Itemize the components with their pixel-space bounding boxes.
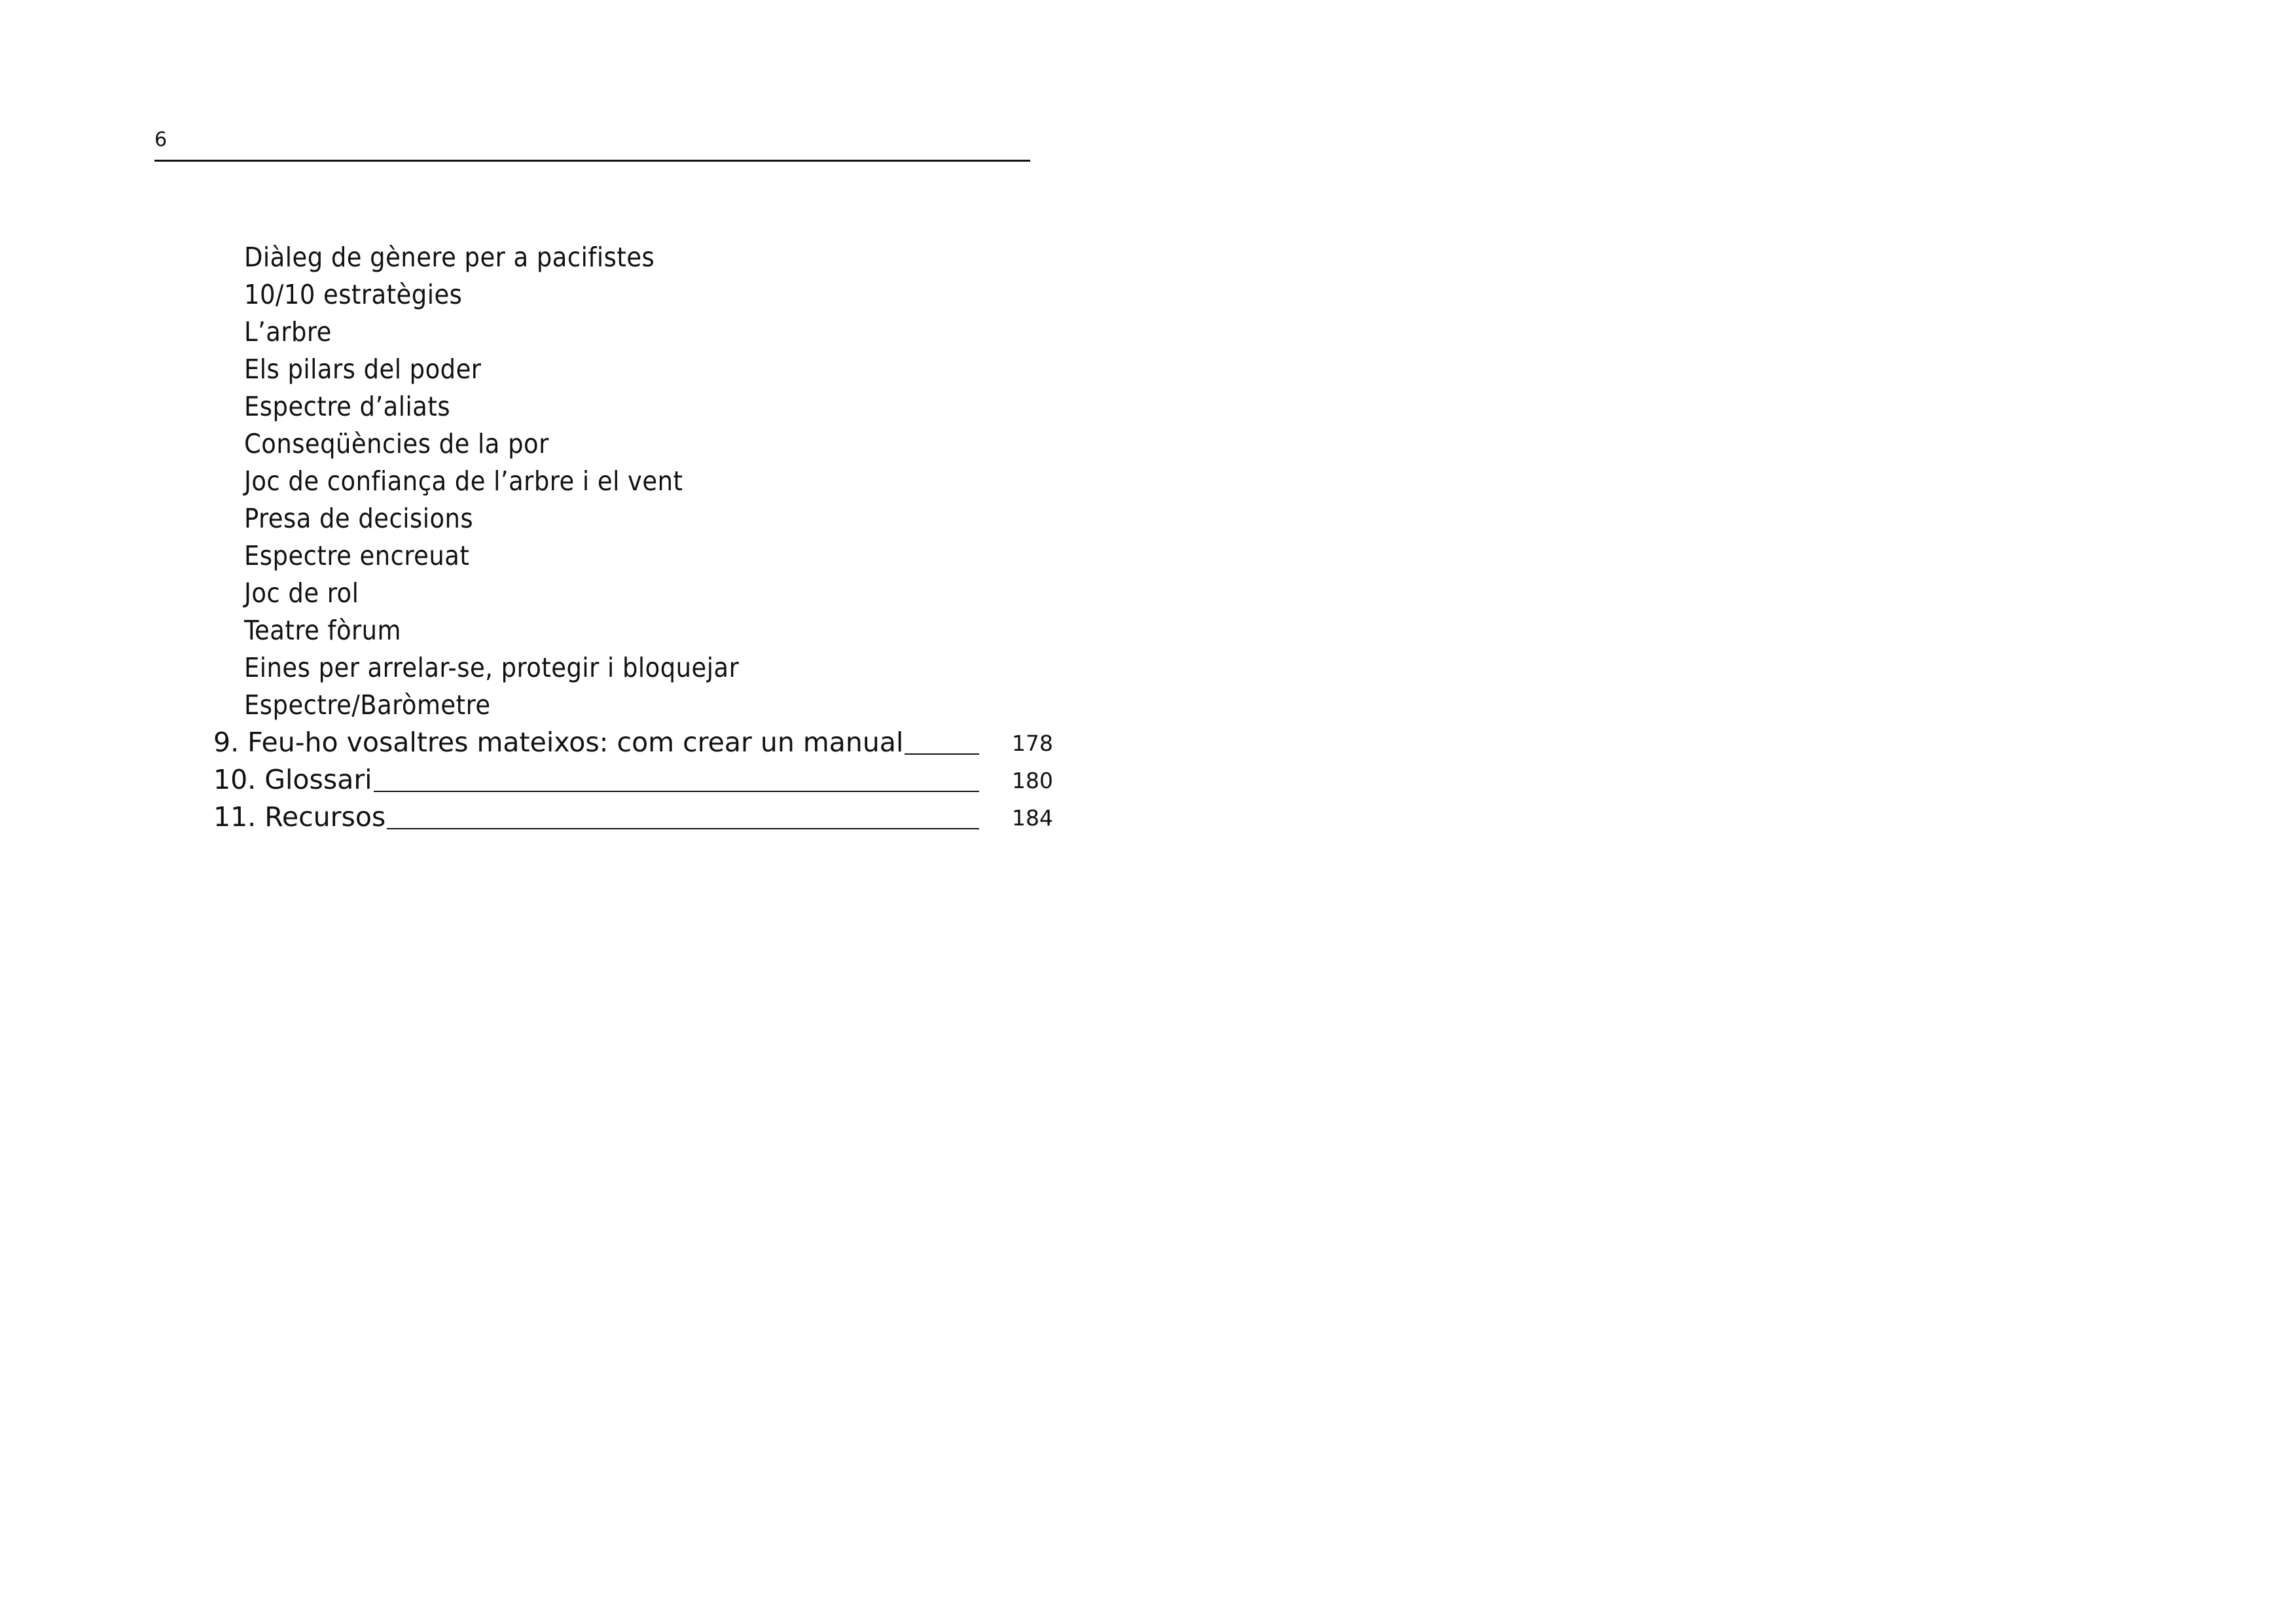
toc-entry-title: 9. Feu-ho vosaltres mateixos: com crear un manual (213, 727, 904, 758)
toc-subentry: Diàleg de gènere per a pacifistes (244, 242, 655, 273)
toc-entry[interactable] (213, 763, 1051, 796)
toc-entry-page: 178 (1012, 731, 1053, 756)
toc-subentry: Joc de confiança de l’arbre i el vent (244, 465, 683, 497)
toc-subentry: Teatre fòrum (244, 615, 401, 646)
toc-subentry: Conseqüències de la por (244, 428, 549, 460)
toc-entry-title: 10. Glossari (213, 764, 372, 795)
toc-entry[interactable] (213, 726, 1051, 759)
toc-subentry: Els pilars del poder (244, 353, 482, 385)
toc-entry-page: 180 (1012, 768, 1053, 793)
toc-entry-title: 11. Recursos (213, 801, 386, 833)
toc-entry[interactable] (213, 801, 1051, 833)
page-number: 6 (154, 128, 168, 151)
toc-subentry: Eines per arrelar-se, protegir i bloquejar (244, 652, 740, 683)
toc-subentry: Presa de decisions (244, 503, 474, 534)
toc-subentry: Espectre/Baròmetre (244, 689, 491, 721)
toc-subentry: Joc de rol (244, 577, 359, 609)
toc-subentry: L’arbre (244, 316, 332, 348)
toc-subentry: 10/10 estratègies (244, 279, 463, 310)
toc-entry-page: 184 (1012, 805, 1053, 831)
toc-subentry: Espectre encreuat (244, 540, 470, 571)
toc-subentry: Espectre d’aliats (244, 391, 451, 422)
